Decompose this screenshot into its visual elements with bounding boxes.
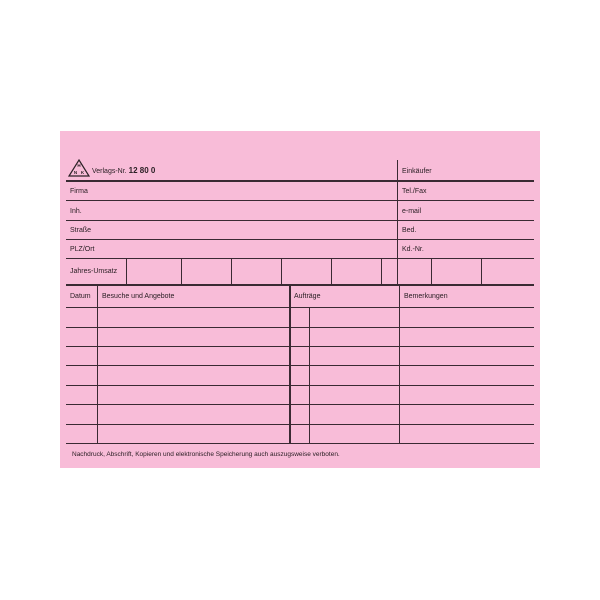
umsatz-cell-divider: [231, 259, 232, 284]
firma-line: [66, 200, 534, 201]
umsatz-cell-divider: [431, 259, 432, 284]
telfax-label: Tel./Fax: [402, 188, 427, 195]
verlag-number-label: [92, 167, 155, 176]
jahresumsatz-label: Jahres-Umsatz: [70, 268, 118, 275]
header-rule: [66, 180, 534, 182]
svg-text:N: N: [73, 170, 78, 175]
auftraege-header: Aufträge: [294, 293, 321, 300]
einkaeufer-label: Einkäufer: [402, 168, 432, 175]
datum-header: Datum: [70, 293, 91, 300]
verlag-number: 12 80 0: [128, 166, 156, 175]
umsatz-cell-divider: [181, 259, 182, 284]
inh-label: Inh.: [70, 208, 82, 215]
plzort-line: [66, 258, 534, 259]
umsatz-cell-divider: [481, 259, 482, 284]
plzort-label: PLZ/Ort: [70, 246, 95, 253]
strasse-label: Straße: [70, 227, 92, 234]
right-column-divider: [397, 160, 398, 286]
umsatz-cell-divider: [331, 259, 332, 284]
inh-line: [66, 220, 534, 221]
umsatz-cell-divider: [126, 259, 127, 284]
footer-notice: Nachdruck, Abschrift, Kopieren und elektronische Speicherung auch auszugsweise verboten.: [72, 451, 340, 458]
svg-text:H: H: [77, 163, 81, 168]
kdnr-label: Kd.-Nr.: [402, 246, 424, 253]
table-row-line: [66, 327, 534, 328]
customer-record-card: [60, 131, 540, 468]
table-top-rule: [66, 284, 534, 286]
table-row-line: [66, 385, 534, 386]
table-row-line: [66, 365, 534, 366]
svg-text:K: K: [80, 170, 85, 175]
firma-label: Firma: [70, 188, 88, 195]
bemerkungen-header: Bemerkungen: [404, 293, 448, 300]
email-label: e-mail: [402, 208, 422, 215]
table-row-line: [66, 404, 534, 405]
umsatz-cell-divider: [281, 259, 282, 284]
table-row-line: [66, 424, 534, 425]
strasse-line: [66, 239, 534, 240]
bed-label: Bed.: [402, 227, 417, 234]
table-bottom-line: [66, 443, 534, 444]
table-header-rule: [66, 307, 534, 308]
table-row-line: [66, 346, 534, 347]
hnk-logo-icon: [68, 159, 90, 177]
verlag-label: Verlags-Nr.: [92, 168, 127, 175]
besuche-header: Besuche und Angebote: [102, 293, 175, 300]
umsatz-cell-divider: [381, 259, 382, 284]
